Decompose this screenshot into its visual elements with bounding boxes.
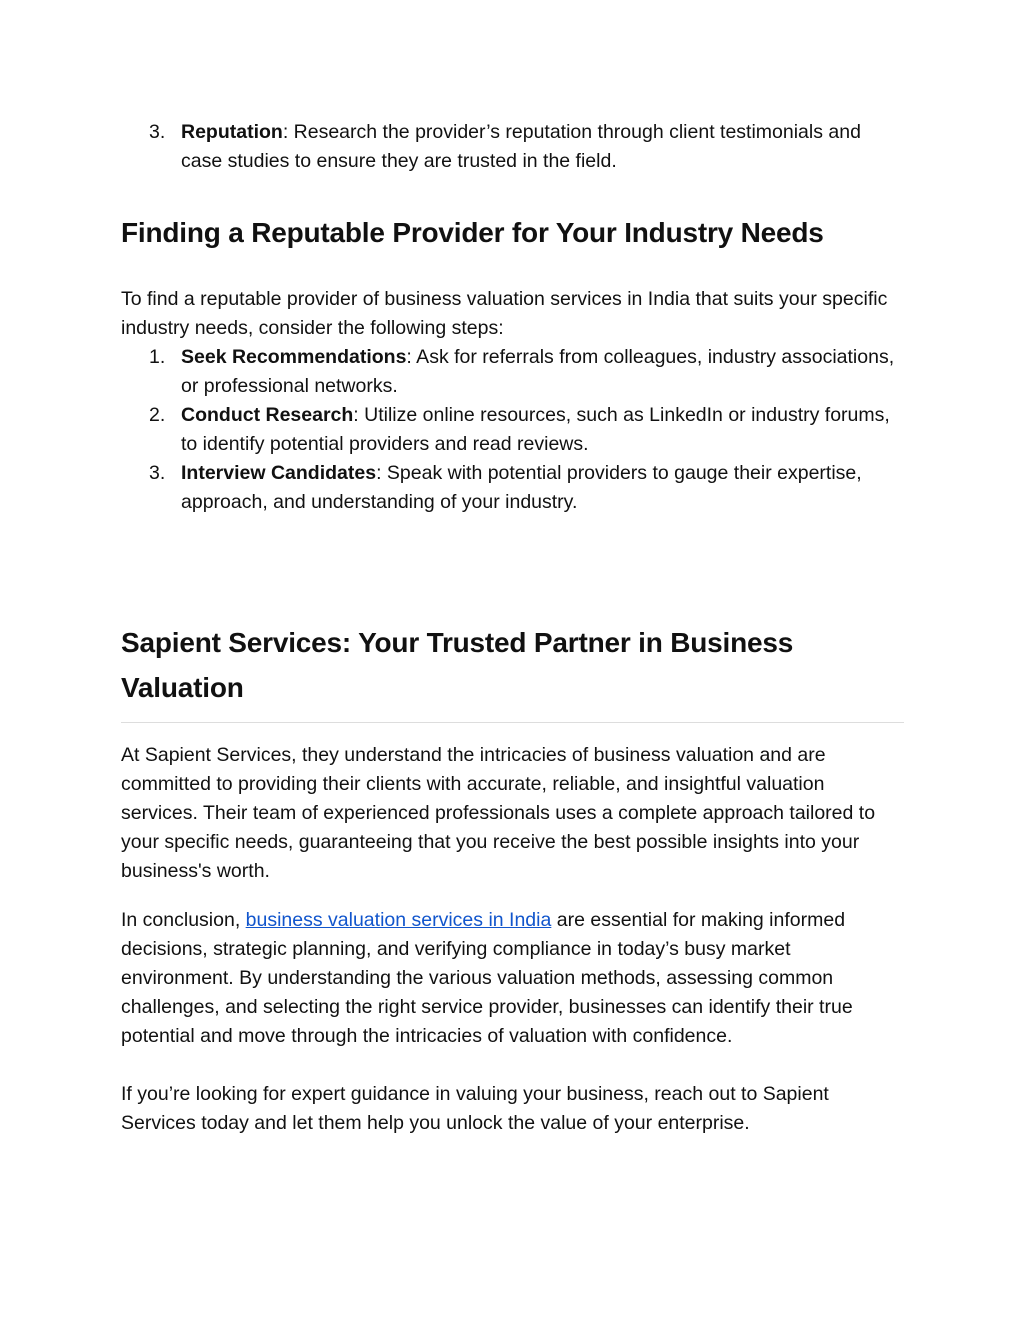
business-valuation-link[interactable]: business valuation services in India	[245, 909, 552, 931]
steps-list	[121, 343, 904, 517]
section-heading-sapient-services: Sapient Services: Your Trusted Partner in Business Valuation	[121, 627, 794, 703]
conclusion-suffix: are essential for making informed decisions, strategic planning, and verifying compliance in today’s busy market environment. By understanding the various valuation methods, assessing common challenges, and selecting the right service provider, businesses can identify their true potential and move through the intricacies of valuation with confidence.	[121, 909, 853, 1047]
list-item	[121, 459, 904, 517]
list-item-text: : Research the provider’s reputation through client testimonials and case studies to ensure they are trusted in the field.	[181, 121, 861, 172]
list-item	[121, 401, 904, 459]
conclusion-paragraph	[121, 906, 904, 1051]
list-item-title: Interview Candidates	[181, 462, 377, 484]
list-item-text: : Utilize online resources, such as LinkedIn or industry forums, to identify potential providers and read reviews.	[181, 404, 890, 455]
conclusion-prefix: In conclusion,	[121, 909, 246, 931]
cta-paragraph: If you’re looking for expert guidance in valuing your business, reach out to Sapient Services today and let them help you unlock the value of your enterprise.	[121, 1083, 829, 1134]
list-number: 3.	[149, 121, 166, 143]
list-item	[121, 343, 904, 401]
list-item-title: Conduct Research	[181, 404, 354, 426]
list-item-title: Reputation	[181, 121, 283, 143]
list-number: 3.	[149, 462, 166, 484]
list-number: 2.	[149, 404, 166, 426]
sapient-paragraph: At Sapient Services, they understand the intricacies of business valuation and are committed to providing their clients with accurate, reliable, and insightful valuation services. Their team of experienced professionals uses a complete approach tailored to your specific needs, guaranteeing that you receive the best possible insights into your business's worth.	[121, 744, 876, 882]
heading-divider	[121, 722, 904, 723]
list-item-title: Seek Recommendations	[181, 346, 407, 368]
section-heading-finding-provider: Finding a Reputable Provider for Your Industry Needs	[121, 217, 824, 248]
list-item-text: : Ask for referrals from colleagues, industry associations, or professional networks.	[181, 346, 895, 397]
list-item	[121, 118, 904, 176]
reputation-list	[121, 118, 904, 176]
list-item-text: : Speak with potential providers to gauge their expertise, approach, and understanding of your industry.	[181, 462, 862, 513]
list-number: 1.	[149, 346, 166, 368]
finding-provider-intro: To find a reputable provider of business valuation services in India that suits your specific industry needs, consider the following steps:	[121, 288, 888, 339]
document-page	[121, 118, 904, 1138]
